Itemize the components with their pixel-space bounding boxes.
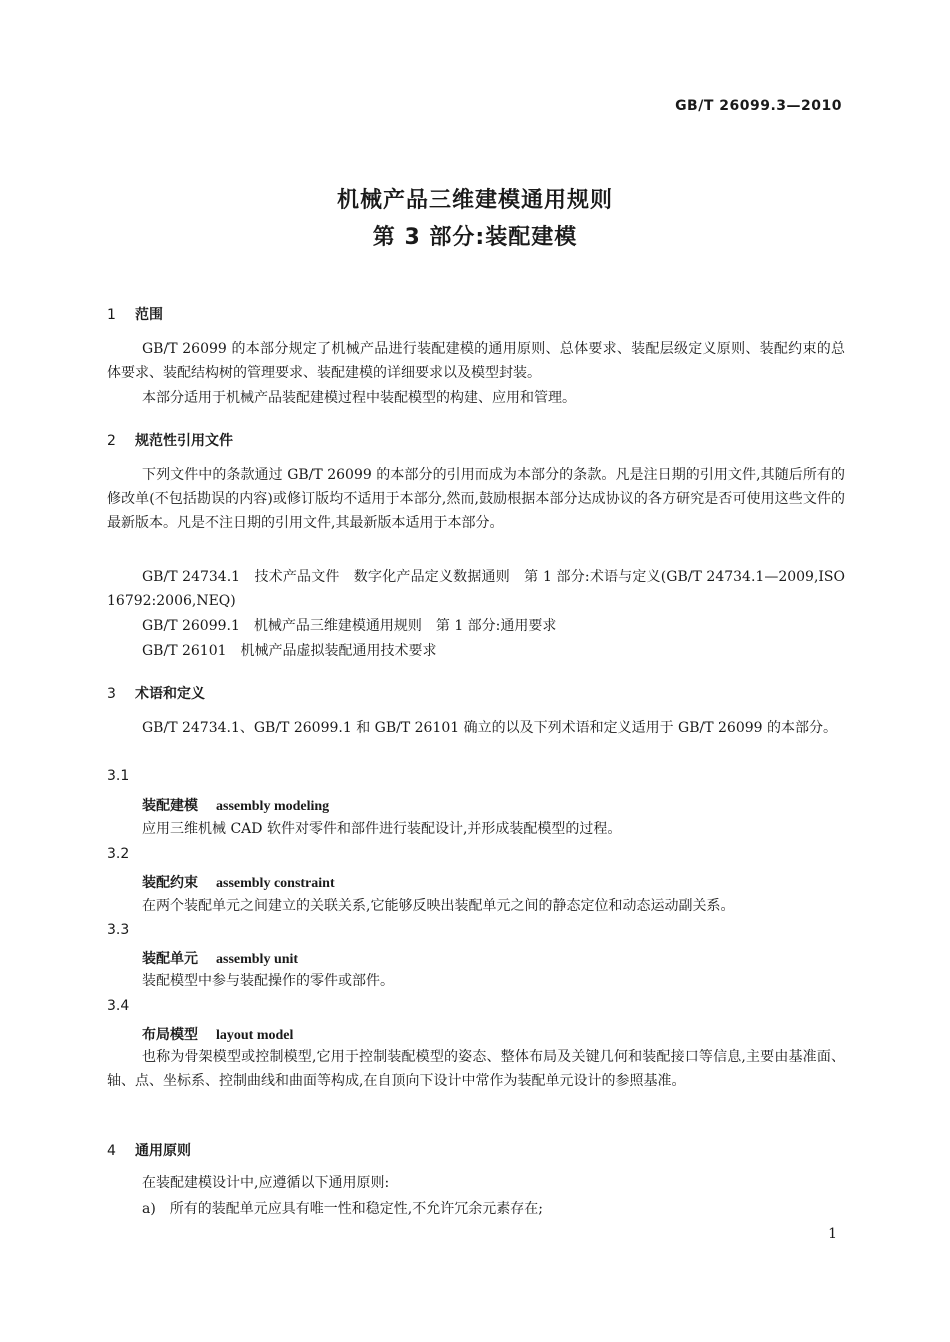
title-main: 机械产品三维建模通用规则 (336, 188, 613, 213)
standard-number: GB/T 26099.3—2010 (675, 98, 842, 114)
term-definition: 应用三维机械 CAD 软件对零件和部件进行装配设计,并形成装配模型的过程。 (142, 821, 622, 837)
term-definition: 在两个装配单元之间建立的关联关系,它能够反映出装配单元之间的静态定位和动态运动副关系。 (142, 898, 735, 914)
term-zh: 装配约束 (142, 875, 198, 891)
section-title: 规范性引用文件 (135, 433, 233, 449)
term-zh: 装配建模 (142, 798, 198, 814)
list-item-a: a) 所有的装配单元应具有唯一性和稳定性,不允许冗余元素存在; (142, 1201, 543, 1217)
page-number: 1 (828, 1226, 837, 1242)
term-heading (142, 872, 335, 892)
section-title: 通用原则 (135, 1143, 191, 1159)
term-en: assembly modeling (216, 799, 330, 814)
term-number: 3.2 (107, 846, 130, 862)
term-zh: 装配单元 (142, 951, 198, 967)
section-2-heading (107, 430, 233, 450)
section-number: 4 (107, 1143, 116, 1159)
reference-2: GB/T 26099.1 机械产品三维建模通用规则 第 1 部分:通用要求 (142, 618, 557, 634)
section-number: 3 (107, 686, 116, 702)
section-number: 2 (107, 433, 116, 449)
section-4-heading (107, 1140, 191, 1160)
section-1-paragraph-2: 本部分适用于机械产品装配建模过程中装配模型的构建、应用和管理。 (142, 390, 576, 406)
section-1-paragraph-1: GB/T 26099 的本部分规定了机械产品进行装配建模的通用原则、总体要求、装配层级定义原则、装配约束的总体要求、装配结构树的管理要求、装配建模的详细要求以及模型封装。 (107, 341, 845, 381)
section-number: 1 (107, 307, 116, 323)
term-heading (142, 1024, 293, 1044)
section-1-heading (107, 304, 163, 324)
term-en: assembly constraint (216, 876, 335, 891)
reference-1: GB/T 24734.1 技术产品文件 数字化产品定义数据通则 第 1 部分:术语与定义(GB/T 24734.1—2009,ISO 16792:2006,NEQ) (107, 569, 845, 609)
term-en: layout model (216, 1028, 294, 1043)
section-title: 术语和定义 (135, 686, 205, 702)
reference-3: GB/T 26101 机械产品虚拟装配通用技术要求 (142, 643, 437, 659)
term-definition: 装配模型中参与装配操作的零件或部件。 (142, 973, 394, 989)
term-number: 3.1 (107, 768, 130, 784)
section-3-heading (107, 683, 205, 703)
term-heading (142, 795, 329, 815)
term-en: assembly unit (216, 952, 299, 967)
section-3-paragraph-1: GB/T 24734.1、GB/T 26099.1 和 GB/T 26101 确立的以及下列术语和定义适用于 GB/T 26099 的本部分。 (142, 720, 838, 736)
term-zh: 布局模型 (142, 1027, 198, 1043)
term-heading (142, 948, 298, 968)
section-title: 范围 (135, 307, 163, 323)
term-number: 3.4 (107, 998, 130, 1014)
term-definition: 也称为骨架模型或控制模型,它用于控制装配模型的姿态、整体布局及关键几何和装配接口等信息,主要由基准面、轴、点、坐标系、控制曲线和曲面等构成,在自顶向下设计中常作为装配单元设计的参照基准。 (107, 1049, 845, 1089)
section-2-paragraph-1: 下列文件中的条款通过 GB/T 26099 的本部分的引用而成为本部分的条款。凡是注日期的引用文件,其随后所有的修改单(不包括勘误的内容)或修订版均不适用于本部分,然而,鼓励根据本部分达成协议的各方研究是否可使用这些文件的最新版本。凡是不注日期的引用文件,其最新版本适用于本部分。 (107, 467, 845, 531)
title-part: 第 3 部分:装配建模 (372, 225, 578, 250)
term-number: 3.3 (107, 922, 130, 938)
section-4-paragraph-1: 在装配建模设计中,应遵循以下通用原则: (142, 1175, 390, 1191)
